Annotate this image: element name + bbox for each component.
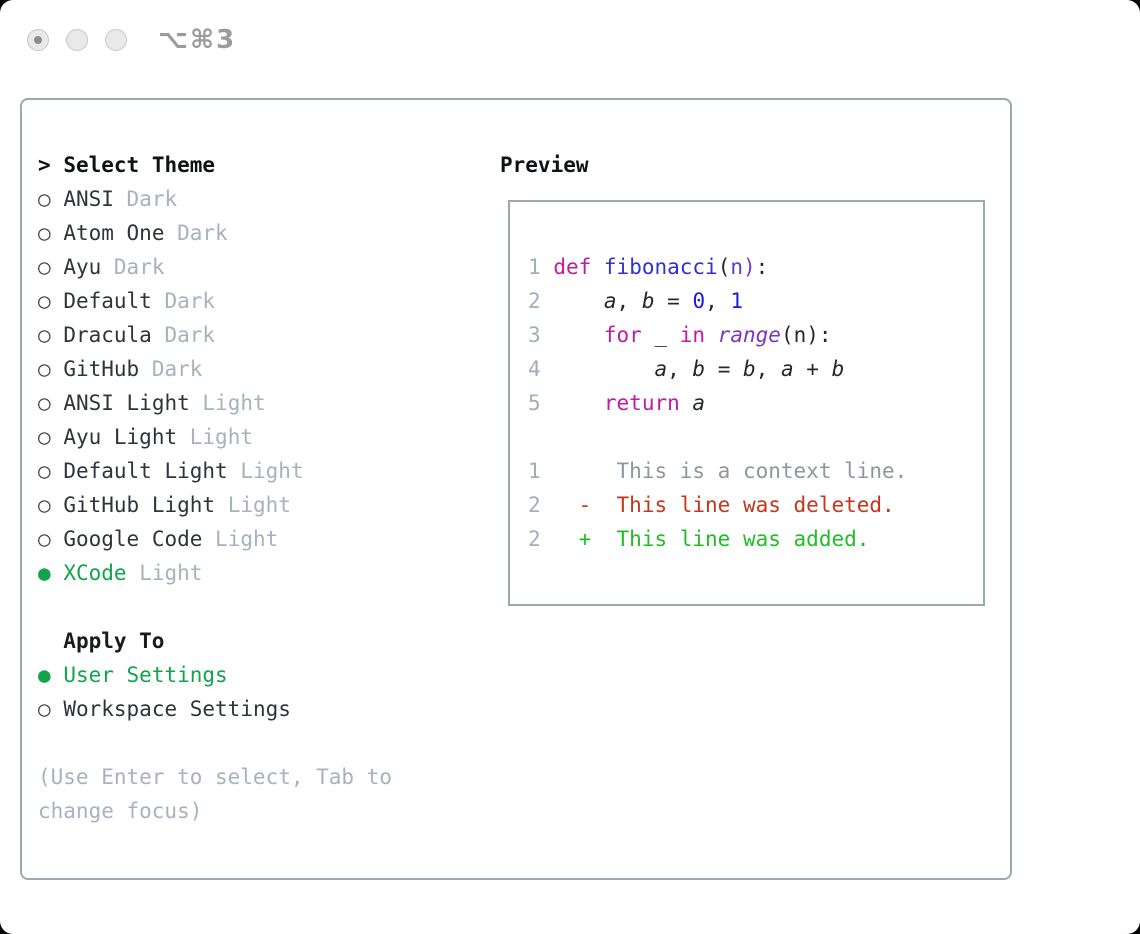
- theme-variant: Dark: [113, 255, 165, 279]
- theme-option-github[interactable]: [38, 352, 392, 386]
- radio-icon: ○: [38, 425, 51, 449]
- window-close-button[interactable]: [27, 29, 49, 51]
- spacer: [38, 590, 392, 624]
- code-token: a: [603, 289, 617, 313]
- code-token: range: [717, 323, 781, 347]
- radio-icon: ○: [38, 221, 51, 245]
- code-token: ,: [667, 357, 693, 381]
- theme-variant: Light: [227, 493, 291, 517]
- radio-icon: ○: [38, 391, 51, 415]
- code-token: ,: [616, 289, 642, 313]
- hint-text-line: change focus): [38, 799, 203, 823]
- theme-selector-panel: [20, 98, 1012, 880]
- theme-name: ANSI: [63, 187, 114, 211]
- code-token: =: [705, 357, 744, 381]
- preview-title: Preview: [500, 153, 589, 177]
- radio-icon: ○: [38, 459, 51, 483]
- code-token: in: [679, 323, 706, 347]
- code-token: ,: [705, 289, 731, 313]
- diff-text: This line was added.: [616, 527, 870, 551]
- theme-variant: Dark: [164, 289, 216, 313]
- diff-marker: -: [553, 493, 617, 517]
- diff-marker: +: [553, 527, 617, 551]
- code-line: [528, 284, 983, 318]
- theme-option-ansi-light[interactable]: [38, 386, 392, 420]
- theme-list: [38, 148, 392, 828]
- theme-name: GitHub: [63, 357, 140, 381]
- theme-name: Atom One: [63, 221, 165, 245]
- radio-icon: ○: [38, 187, 51, 211]
- code-token: (n):: [780, 323, 832, 347]
- code-line: [528, 352, 983, 386]
- line-number: 2: [528, 493, 541, 517]
- theme-option-google-code[interactable]: [38, 522, 392, 556]
- spacer: [38, 726, 392, 760]
- theme-variant: Dark: [126, 187, 178, 211]
- apply-option-label: Workspace Settings: [63, 697, 291, 721]
- theme-option-default-light[interactable]: [38, 454, 392, 488]
- select-theme-title: Select Theme: [63, 153, 216, 177]
- code-line: [528, 250, 983, 284]
- apply-to-title: Apply To: [63, 629, 165, 653]
- code-token: b: [641, 289, 655, 313]
- prompt-icon: >: [38, 153, 51, 177]
- code-token: a: [780, 357, 794, 381]
- line-number: 3: [528, 323, 541, 347]
- code-token: n: [730, 255, 744, 279]
- window-titlebar: [27, 25, 236, 55]
- theme-variant: Light: [139, 561, 203, 585]
- line-number: 2: [528, 289, 541, 313]
- line-number: 1: [528, 255, 541, 279]
- theme-name: Google Code: [63, 527, 203, 551]
- code-token: [553, 289, 604, 313]
- theme-variant: Light: [202, 391, 266, 415]
- window-minimize-button[interactable]: [66, 29, 88, 51]
- code-line: [528, 386, 983, 420]
- theme-name: Default Light: [63, 459, 228, 483]
- apply-to-heading: [38, 624, 392, 658]
- window-zoom-button[interactable]: [105, 29, 127, 51]
- code-token: a: [692, 391, 706, 415]
- code-token: [553, 323, 604, 347]
- code-token: b: [743, 357, 756, 381]
- theme-option-xcode[interactable]: [38, 556, 392, 590]
- radio-icon: ○: [38, 527, 51, 551]
- code-token: for: [603, 323, 642, 347]
- theme-name: XCode: [63, 561, 127, 585]
- line-number: 2: [528, 527, 541, 551]
- theme-option-ayu-light[interactable]: [38, 420, 392, 454]
- window-shortcut-label: ⌥⌘3: [158, 25, 237, 55]
- code-token: fibonacci: [603, 255, 718, 279]
- select-theme-heading: [38, 148, 392, 182]
- diff-line-context: [528, 454, 983, 488]
- theme-name: Ayu Light: [63, 425, 178, 449]
- apply-option-workspace-settings[interactable]: [38, 692, 392, 726]
- diff-text: This is a context line.: [616, 459, 908, 483]
- code-token: return: [603, 391, 680, 415]
- radio-icon: ○: [38, 493, 51, 517]
- theme-option-ansi[interactable]: [38, 182, 392, 216]
- diff-line-added: [528, 522, 983, 556]
- line-number: 1: [528, 459, 541, 483]
- spacer: [528, 420, 983, 454]
- theme-option-ayu[interactable]: [38, 250, 392, 284]
- theme-name: GitHub Light: [63, 493, 216, 517]
- line-number: 5: [528, 391, 541, 415]
- theme-name: ANSI Light: [63, 391, 190, 415]
- diff-line-deleted: [528, 488, 983, 522]
- code-token: (: [717, 255, 731, 279]
- radio-icon: ○: [38, 697, 51, 721]
- theme-option-atom-one[interactable]: [38, 216, 392, 250]
- code-token: =: [654, 289, 693, 313]
- code-token: ,: [755, 357, 781, 381]
- theme-variant: Light: [189, 425, 253, 449]
- theme-variant: Light: [215, 527, 279, 551]
- code-token: a: [654, 357, 668, 381]
- code-token: [705, 323, 718, 347]
- line-number: 4: [528, 357, 541, 381]
- apply-option-user-settings[interactable]: [38, 658, 392, 692]
- code-token: b: [831, 357, 845, 381]
- preview-box: [508, 200, 985, 606]
- code-token: +: [793, 357, 832, 381]
- code-token: [680, 391, 693, 415]
- radio-icon: ○: [38, 255, 51, 279]
- theme-variant: Dark: [177, 221, 228, 245]
- code-token: [591, 255, 604, 279]
- code-token: 0: [692, 289, 706, 313]
- radio-icon: ○: [38, 289, 51, 313]
- apply-option-label: User Settings: [63, 663, 228, 687]
- code-line: [528, 318, 983, 352]
- theme-name: Dracula: [63, 323, 152, 347]
- diff-marker: [553, 459, 616, 483]
- theme-option-dracula[interactable]: [38, 318, 392, 352]
- radio-icon: ○: [38, 323, 51, 347]
- theme-variant: Dark: [151, 357, 203, 381]
- radio-icon: ○: [38, 357, 51, 381]
- hint-text-line: (Use Enter to select, Tab to: [38, 765, 393, 789]
- code-token: def: [553, 255, 592, 279]
- theme-option-default[interactable]: [38, 284, 392, 318]
- theme-name: Default: [63, 289, 152, 313]
- code-token: [553, 391, 604, 415]
- diff-text: This line was deleted.: [616, 493, 895, 517]
- theme-variant: Dark: [164, 323, 216, 347]
- theme-option-github-light[interactable]: [38, 488, 392, 522]
- code-token: :: [755, 255, 769, 279]
- radio-selected-icon: ●: [38, 663, 51, 687]
- radio-selected-icon: ●: [38, 561, 51, 585]
- code-token: 1: [730, 289, 744, 313]
- theme-name: Ayu: [63, 255, 102, 279]
- code-token: b: [692, 357, 706, 381]
- theme-variant: Light: [240, 459, 304, 483]
- code-token: [553, 357, 654, 381]
- code-token: _: [641, 323, 680, 347]
- code-token: ): [743, 255, 756, 279]
